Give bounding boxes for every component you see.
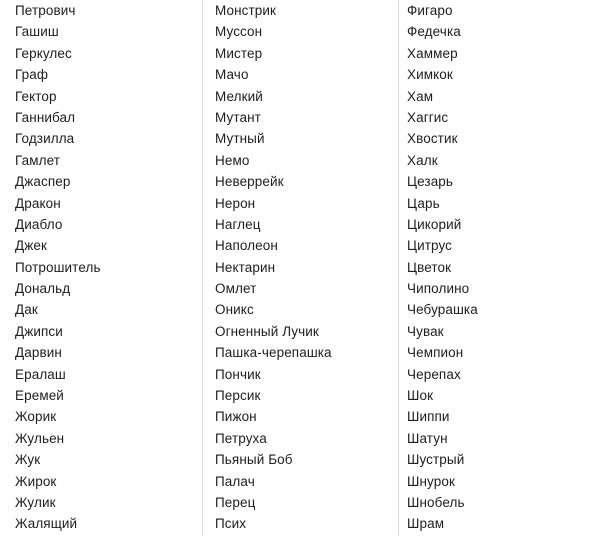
- names-list-1: [15, 0, 203, 535]
- name-cell: Халк: [407, 152, 438, 168]
- name-cell: Гамлет: [15, 152, 61, 168]
- name-cell: Жульен: [15, 430, 65, 446]
- name-cell: Жук: [15, 452, 41, 468]
- name-cell: Дракон: [15, 195, 61, 211]
- name-cell: Шиппи: [407, 409, 450, 425]
- name-cell: Пончик: [215, 366, 261, 382]
- name-cell: Черепах: [407, 366, 461, 382]
- name-cell: Мутный: [215, 131, 265, 147]
- name-cell: Шнурок: [407, 473, 455, 489]
- name-cell: Шатун: [407, 430, 448, 446]
- name-cell: Цитрус: [407, 238, 453, 254]
- name-cell: Монстрик: [215, 3, 277, 18]
- name-cell: Джаспер: [15, 174, 71, 190]
- name-cell: Шнобель: [407, 494, 465, 510]
- name-cell: Гектор: [15, 88, 57, 104]
- name-cell: Палач: [215, 473, 255, 489]
- name-cell: Ералаш: [15, 366, 66, 382]
- name-cell: Фигаро: [407, 3, 453, 18]
- name-cell: Чемпион: [407, 345, 464, 361]
- names-column-2: [203, 0, 399, 536]
- name-cell: Омлет: [215, 281, 257, 297]
- name-cell: Цикорий: [407, 216, 462, 232]
- name-cell: Федечка: [407, 24, 461, 40]
- name-cell: Муссон: [215, 24, 263, 40]
- name-cell: Царь: [407, 195, 440, 211]
- name-cell: Нектарин: [215, 259, 276, 275]
- name-cell: Перец: [215, 494, 256, 510]
- name-cell: Годзилла: [15, 131, 75, 147]
- name-cell: Хаммер: [407, 45, 458, 61]
- name-cell: Шок: [407, 388, 434, 404]
- name-cell: Граф: [15, 67, 49, 83]
- name-cell: Наглец: [215, 216, 261, 232]
- name-cell: Хам: [407, 88, 434, 104]
- name-cell: Огненный Лучик: [215, 323, 319, 339]
- name-cell: Ганнибал: [15, 109, 76, 125]
- name-cell: Джек: [15, 238, 47, 254]
- name-cell: Оникс: [215, 302, 254, 318]
- name-cell: Пашка-черепашка: [215, 345, 332, 361]
- name-cell: Пьяный Боб: [215, 452, 293, 468]
- name-cell: Немо: [215, 152, 250, 168]
- names-list-2: [215, 0, 399, 535]
- name-cell: Жулик: [15, 494, 56, 510]
- name-cell: Псих: [215, 516, 247, 532]
- name-cell: Дак: [15, 302, 38, 318]
- name-cell: Петрович: [15, 3, 76, 18]
- name-cell: Потрошитель: [15, 259, 101, 275]
- name-cell: Персик: [215, 388, 261, 404]
- name-cell: Дональд: [15, 281, 71, 297]
- name-cell: Геркулес: [15, 45, 72, 61]
- name-cell: Химкок: [407, 67, 453, 83]
- name-cell: Нерон: [215, 195, 256, 211]
- name-cell: Мачо: [215, 67, 249, 83]
- name-cell: Еремей: [15, 388, 64, 404]
- name-cell: Джипси: [15, 323, 63, 339]
- name-cell: Цветок: [407, 259, 452, 275]
- name-cell: Пижон: [215, 409, 257, 425]
- name-cell: Шустрый: [407, 452, 465, 468]
- name-cell: Жорик: [15, 409, 57, 425]
- names-list-3: [407, 0, 600, 535]
- name-cell: Дарвин: [15, 345, 62, 361]
- name-cell: Жалящий: [15, 516, 78, 532]
- name-cell: Хвостик: [407, 131, 458, 147]
- name-cell: Чиполино: [407, 281, 470, 297]
- name-cell: Чебурашка: [407, 302, 478, 318]
- name-cell: Неверрейк: [215, 174, 284, 190]
- name-cell: Диабло: [15, 216, 63, 232]
- name-cell: Мутант: [215, 109, 261, 125]
- names-column-1: [0, 0, 203, 536]
- name-cell: Мелкий: [215, 88, 263, 104]
- name-cell: Хаггис: [407, 109, 449, 125]
- names-column-3: [399, 0, 600, 536]
- name-cell: Петруха: [215, 430, 267, 446]
- name-cell: Гашиш: [15, 24, 59, 40]
- name-cell: Чувак: [407, 323, 444, 339]
- name-cell: Жирок: [15, 473, 57, 489]
- name-cell: Наполеон: [215, 238, 278, 254]
- name-cell: Цезарь: [407, 174, 454, 190]
- name-cell: Шрам: [407, 516, 445, 532]
- name-cell: Мистер: [215, 45, 263, 61]
